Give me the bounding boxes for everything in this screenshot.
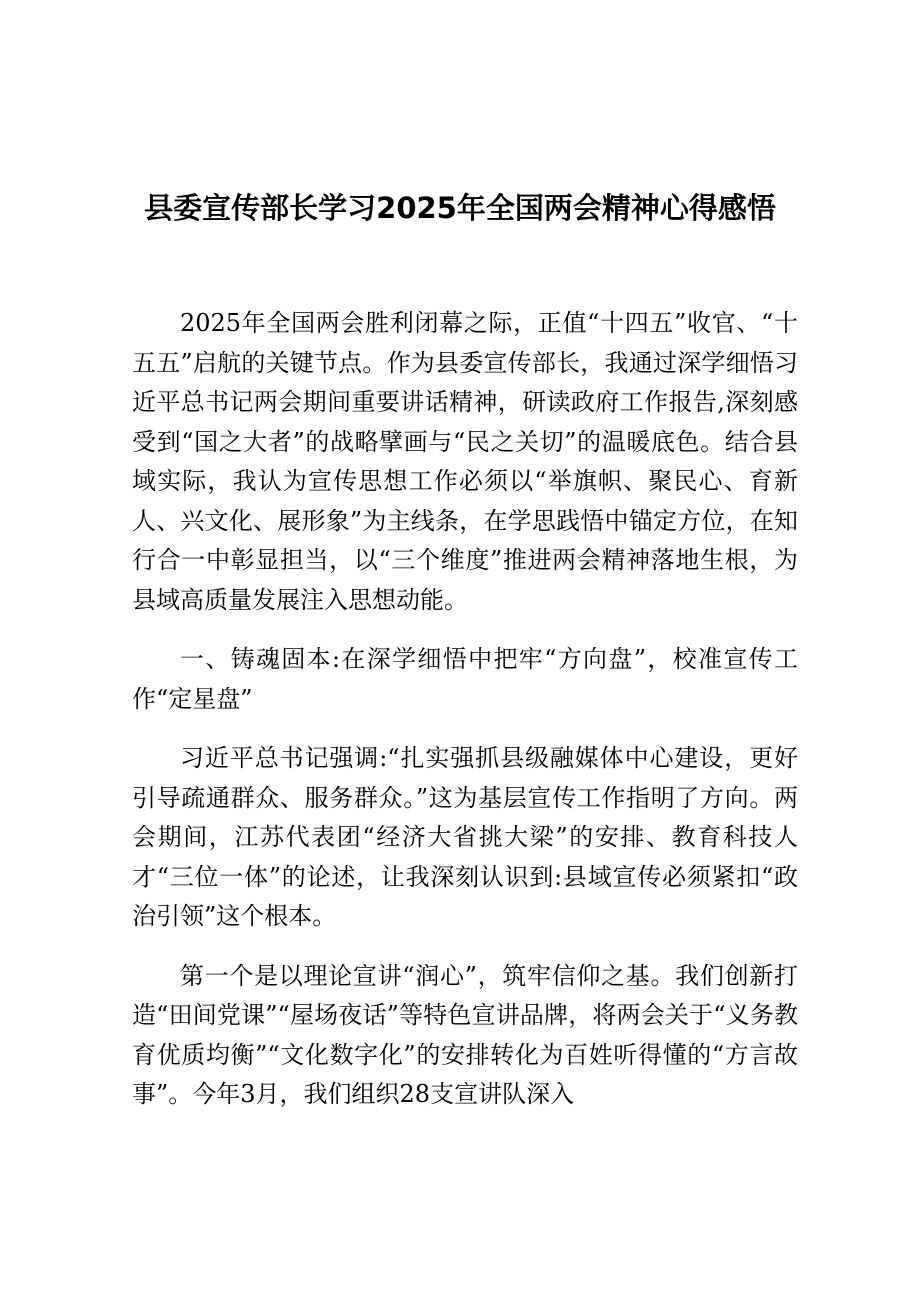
paragraph-first-point: 第一个是以理论宣讲“润心”，筑牢信仰之基。我们创新打造“田间党课”“屋场夜话”等特色宣讲品牌，将两会关于“义务教育优质均衡”“文化数字化”的安排转化为百姓听得懂的“方言故事”。今年3月，我们组织28支宣讲队深入 <box>132 961 798 1108</box>
document-body <box>132 304 798 1135</box>
paragraph-quote: 习近平总书记强调:“扎实强抓县级融媒体中心建设，更好引导疏通群众、服务群众。”这为基层宣传工作指明了方向。两会期间，江苏代表团“经济大省挑大梁”的安排、教育科技人才“三位一体”的论述，让我深刻认识到:县域宣传必须紧扣“政治引领”这个根本。 <box>132 744 798 930</box>
section-heading-1: 一、铸魂固本:在深学细悟中把牢“方向盘”，校准宣传工作“定星盘” <box>132 645 798 713</box>
paragraph-intro: 2025年全国两会胜利闭幕之际，正值“十四五”收官、“十五五”启航的关键节点。作为县委宣传部长，我通过深学细悟习近平总书记两会期间重要讲话精神，研读政府工作报告,深刻感受到“国之大者”的战略擘画与“民之关切”的温暖底色。结合县域实际，我认为宣传思想工作必须以“举旗帜、聚民心、育新人、兴文化、展形象”为主线条，在学思践悟中锚定方位，在知行合一中彰显担当，以“三个维度”推进两会精神落地生根，为县域高质量发展注入思想动能。 <box>132 309 798 614</box>
document-title: 县委宣传部长学习2025年全国两会精神心得感悟 <box>144 191 776 225</box>
